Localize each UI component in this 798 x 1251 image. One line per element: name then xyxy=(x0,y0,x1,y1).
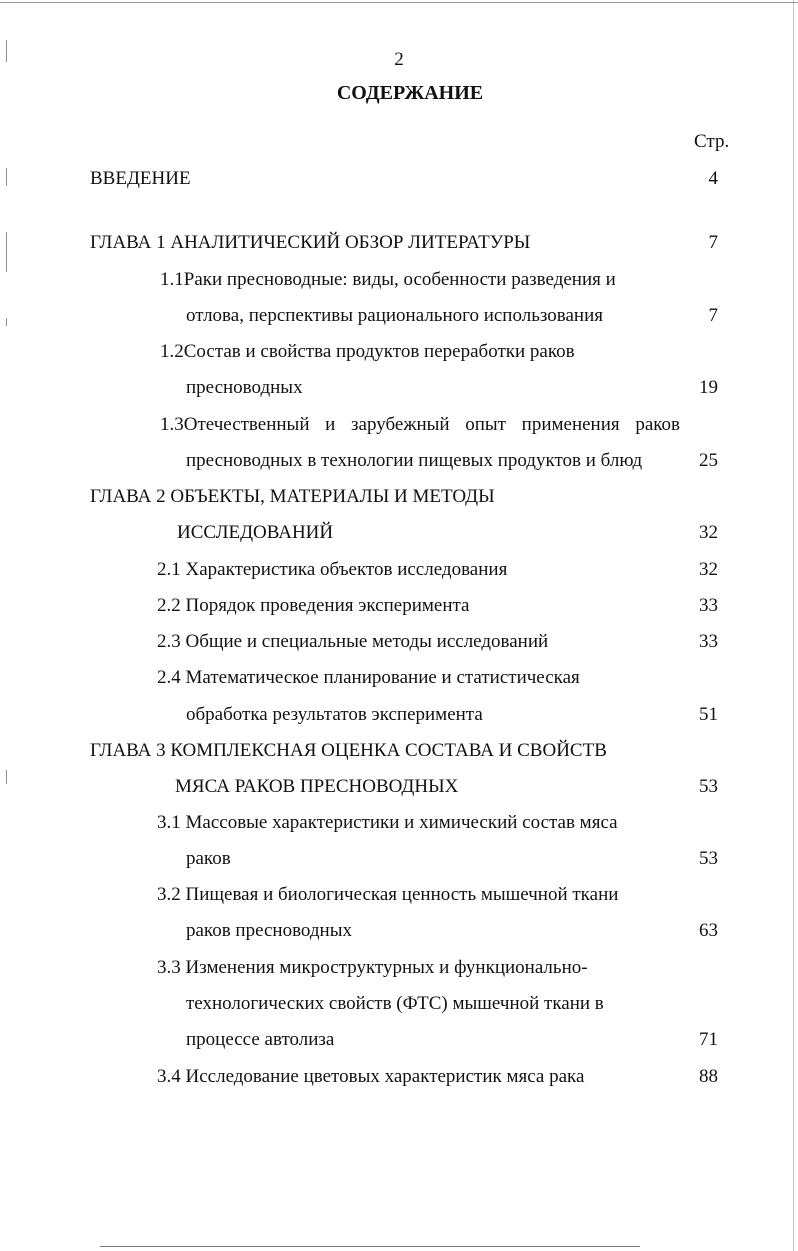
toc-page-number: 7 xyxy=(708,232,718,253)
toc-entry-section-1-1-cont: отлова, перспективы рационального использования xyxy=(186,305,603,326)
toc-entry-section-3-3-cont: технологических свойств (ФТС) мышечной ткани в xyxy=(186,993,604,1014)
toc-entry-section-1-2: 1.2Состав и свойства продуктов переработки раков xyxy=(160,341,575,362)
toc-entry-section-3-2: 3.2 Пищевая и биологическая ценность мышечной ткани xyxy=(157,884,619,905)
toc-page-number: 19 xyxy=(699,377,718,398)
toc-entry-section-1-2-cont: пресноводных xyxy=(186,377,303,398)
toc-entry-section-2-1: 2.1 Характеристика объектов исследования xyxy=(157,559,508,580)
toc-entry-chapter-3-cont: МЯСА РАКОВ ПРЕСНОВОДНЫХ xyxy=(175,776,459,797)
toc-entry-chapter-2-cont: ИССЛЕДОВАНИЙ xyxy=(177,522,334,543)
scan-edge-right xyxy=(793,0,794,1251)
pages-column-label: Стр. xyxy=(694,131,730,152)
toc-entry-section-1-3: 1.3Отечественный и зарубежный опыт применения раков xyxy=(160,414,680,435)
toc-page-number: 25 xyxy=(699,450,718,471)
toc-entry-introduction: ВВЕДЕНИЕ xyxy=(90,168,191,189)
toc-entry-section-3-1: 3.1 Массовые характеристики и химический состав мяса xyxy=(157,812,618,833)
toc-page-number: 33 xyxy=(699,631,718,652)
toc-page-number: 4 xyxy=(708,168,718,189)
toc-entry-section-3-3: 3.3 Изменения микроструктурных и функционально- xyxy=(157,957,588,978)
toc-page-number: 33 xyxy=(699,595,718,616)
scan-edge-bottom xyxy=(100,1246,640,1247)
toc-page-number: 51 xyxy=(699,704,718,725)
scan-speck xyxy=(6,770,7,784)
toc-page-number: 53 xyxy=(699,848,718,869)
toc-entry-section-3-2-cont: раков пресноводных xyxy=(186,920,352,941)
page-title: СОДЕРЖАНИЕ xyxy=(336,82,484,104)
toc-entry-section-3-3-cont: процессе автолиза xyxy=(186,1029,335,1050)
toc-entry-section-2-4: 2.4 Математическое планирование и статистическая xyxy=(157,667,580,688)
scan-speck xyxy=(6,168,7,186)
scan-speck xyxy=(6,318,7,326)
toc-entry-section-2-2: 2.2 Порядок проведения эксперимента xyxy=(157,595,470,616)
scan-edge-top xyxy=(0,2,798,3)
toc-page-number: 71 xyxy=(699,1029,718,1050)
toc-entry-section-3-4: 3.4 Исследование цветовых характеристик мяса рака xyxy=(157,1066,585,1087)
toc-entry-section-2-3: 2.3 Общие и специальные методы исследований xyxy=(157,631,549,652)
toc-page-number: 32 xyxy=(699,559,718,580)
toc-page-number: 53 xyxy=(699,776,718,797)
toc-entry-section-3-1-cont: раков xyxy=(186,848,231,869)
toc-entry-chapter-2: ГЛАВА 2 ОБЪЕКТЫ, МАТЕРИАЛЫ И МЕТОДЫ xyxy=(90,486,495,507)
toc-entry-chapter-3: ГЛАВА 3 КОМПЛЕКСНАЯ ОЦЕНКА СОСТАВА И СВОЙСТВ xyxy=(90,740,607,761)
toc-entry-section-1-1: 1.1Раки пресноводные: виды, особенности разведения и xyxy=(160,269,616,290)
page-number: 2 xyxy=(394,49,404,70)
toc-entry-section-1-3-cont: пресноводных в технологии пищевых продуктов и блюд xyxy=(186,450,643,471)
toc-entry-section-2-4-cont: обработка результатов эксперимента xyxy=(186,704,483,725)
scan-speck xyxy=(6,232,7,272)
toc-entry-chapter-1: ГЛАВА 1 АНАЛИТИЧЕСКИЙ ОБЗОР ЛИТЕРАТУРЫ xyxy=(90,232,531,253)
toc-page-number: 88 xyxy=(699,1066,718,1087)
toc-page-number: 63 xyxy=(699,920,718,941)
toc-page-number: 7 xyxy=(708,305,718,326)
toc-page-number: 32 xyxy=(699,522,718,543)
